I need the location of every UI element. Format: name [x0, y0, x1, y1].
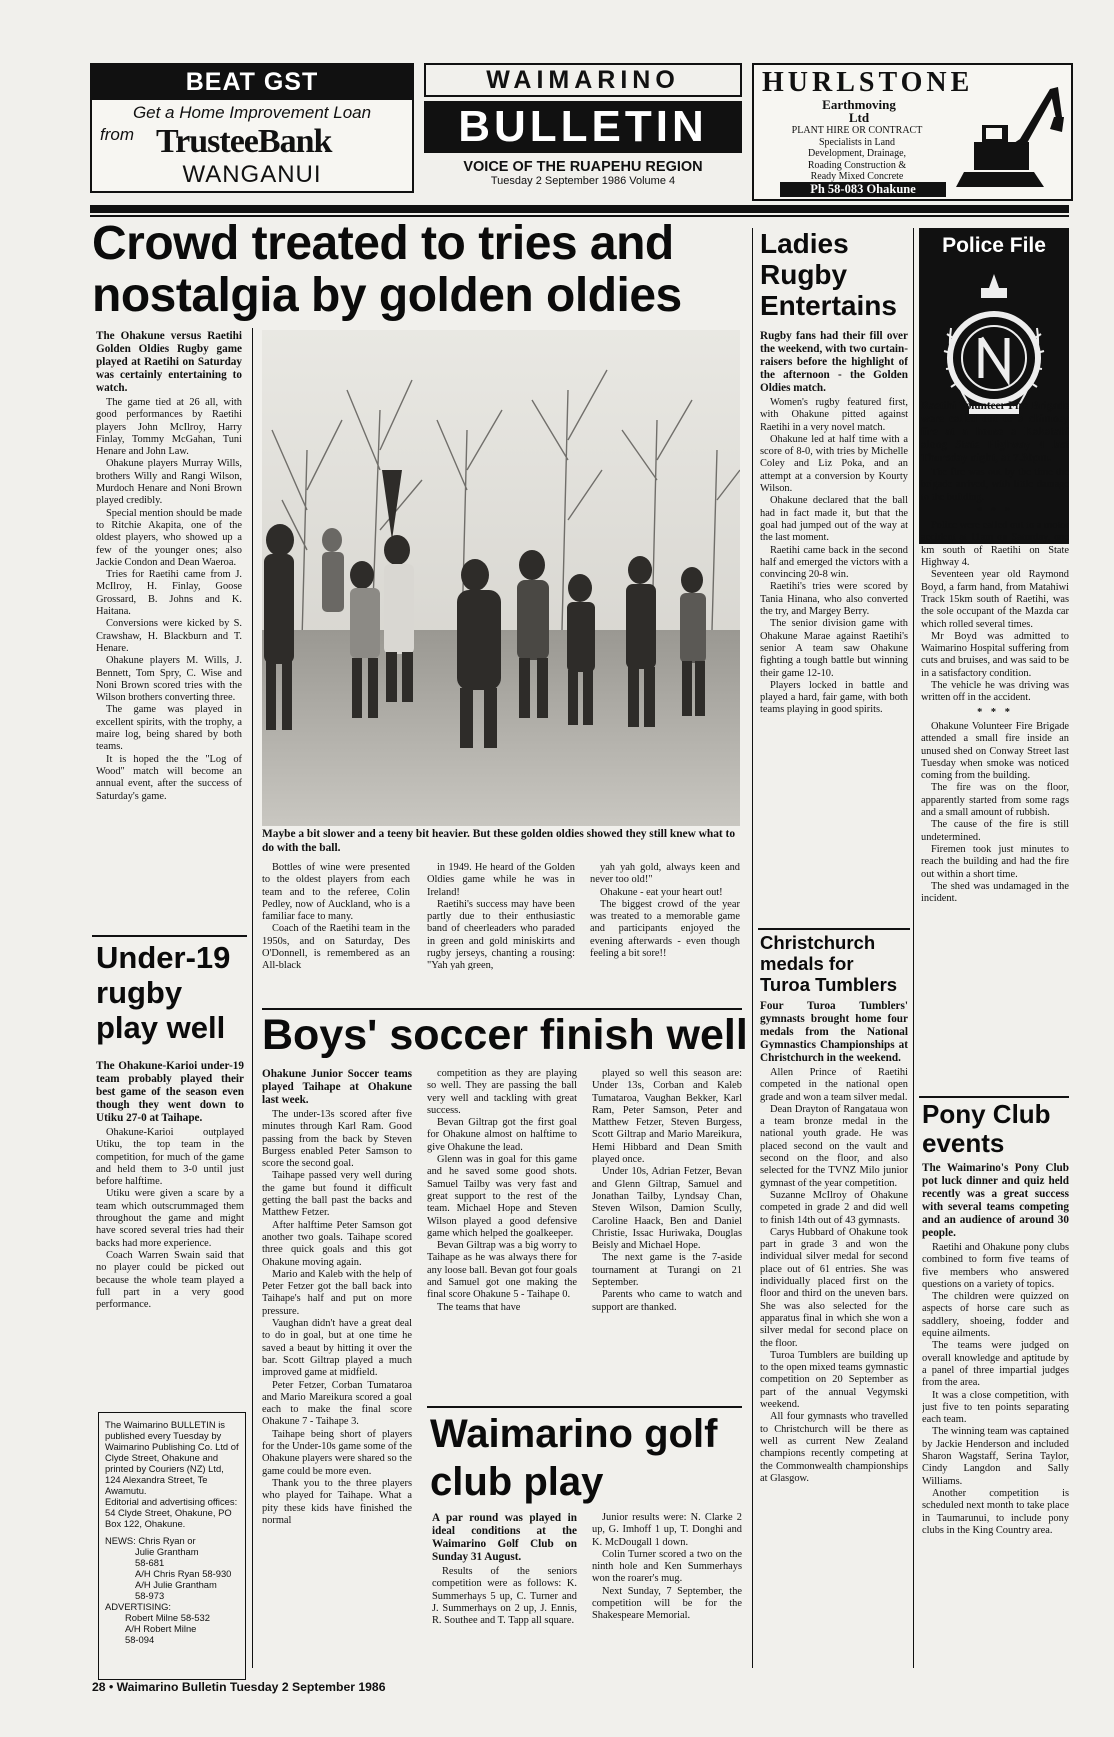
- paragraph: Next Sunday, 7 September, the competition will be for the Shakespeare Memorial.: [592, 1585, 742, 1622]
- paragraph: Carys Hubbard of Ohakune took part in grade 3 and won the individual silver medal for second place out of 61 entries. She was individually placed first on the floor and third on the uneven bars. She was also selected for the apparatus final in which she won a silver medal for second place on the floor.: [760, 1226, 908, 1349]
- under19-headline-line: rugby: [96, 975, 183, 1010]
- under19-story: [96, 1060, 244, 1402]
- paragraph: Dean Drayton of Rangataua won a team bronze medal in the national youth grade. He was placed second on the vault and second on the floor, and also selected for the TVNZ Milo junior gymnast of the year competition.: [760, 1103, 908, 1189]
- paragraph: Peter Fetzer, Corban Tumataroa and Mario Mareikura scored a goal each to make the final score Ohakune 7 - Taihape 3.: [262, 1379, 412, 1428]
- paragraph: yah yah gold, always keen and never too old!": [590, 862, 740, 886]
- paragraph: Coach Warren Swain said that no player could be picked out because the whole team played a full part in a very good performance.: [96, 1249, 244, 1311]
- paragraph: Allen Prince of Raetihi competed in the national open grade and won a team silver medal.: [760, 1067, 908, 1103]
- ad-service-line: Development, Drainage,: [807, 148, 907, 159]
- paragraph: Conversions were kicked by S. Crawshaw, H. Blackburn and T. Henare.: [96, 618, 242, 654]
- paragraph: The fire was out by the time the brigade arrived, with little damage to the building.: [921, 467, 1069, 503]
- paragraph: The fire was on the floor, apparently started from some rags and a small amount of rubbish.: [921, 782, 1069, 819]
- paragraph: Coach of the Raetihi team in the 1950s, and on Saturday, Des O'Donnell, is remembered as an All-black: [262, 923, 410, 970]
- ad-services: [762, 125, 952, 183]
- paragraph: Bottles of wine were presented to the oldest players from each team and to the referee, Colin Pedley, now of Auckland, who is a familiar face to many.: [262, 862, 410, 923]
- pony-headline-line: events: [922, 1128, 1005, 1158]
- ladies-headline-line: Entertains: [760, 290, 897, 321]
- publisher-info-box: [98, 1412, 246, 1680]
- masthead-title-top: WAIMARINO: [424, 63, 742, 97]
- pony-headline: [922, 1100, 1051, 1158]
- paragraph: Results of the seniors competition were as follows: K. Summerhays 5 up, C. Turner and J. Summerhays on 2 up, J. Ennis, R. Southee and T. Tapp all square.: [432, 1566, 577, 1627]
- soccer-headline: Boys' soccer finish well: [262, 1011, 748, 1059]
- paragraph: Thank you to the three players who played for Taihape. What a pity these kids have finished the normal: [262, 1477, 412, 1526]
- paragraph: Another competition is scheduled next month to take place in Taumarunui, to include pony clubs in the King Country area.: [922, 1487, 1069, 1536]
- police-story: [921, 400, 1069, 1090]
- masthead-date: Tuesday 2 September 1986 Volume 4: [490, 175, 676, 187]
- separator: * * *: [977, 706, 1013, 718]
- rugby-photo: [262, 330, 740, 826]
- golf-lead: A par round was played in ideal conditions at the Waimarino Golf Club on Sunday 31 August.: [432, 1512, 577, 1563]
- ad-sub-line: Earthmoving: [822, 97, 896, 112]
- ladies-story: [760, 330, 908, 926]
- paragraph: The teams were judged on overall knowledge and aptitude by a panel of three impartial judges from the area.: [922, 1340, 1069, 1389]
- christchurch-lead: Four Turoa Tumblers' gymnasts brought home four medals from the National Gymnastics Championships at Christchurch in the weekend.: [760, 1000, 908, 1064]
- info-line: Julie Grantham: [135, 1546, 199, 1557]
- paragraph: Ohakune - eat your heart out!: [600, 886, 723, 898]
- pony-headline-line: Pony Club: [922, 1099, 1051, 1129]
- paragraph: The under-13s scored after five minutes through Karl Ram. Good passing from the back by Steven Burgess enabled Peter Samson to score the second goal.: [262, 1109, 412, 1170]
- paragraph: The children were quizzed on aspects of horse care such as saddlery, shoeing, fodder and equine ailments.: [922, 1291, 1069, 1340]
- paragraph: Under 10s, Adrian Fetzer, Bevan and Glenn Giltrap, Samuel and Jonathan Tailby, Lyndsay Chan, Steven Wilson, Damion Scully, Caroline Haack, Ben and Daniel Christie, Issac Huriwaka, Douglas Beisly and Michael Hope.: [592, 1166, 742, 1252]
- paragraph: Tries for Raetihi came from J. McIlroy, H. Finlay, Goose Grossard, B. Johns and K. Haitana.: [96, 569, 242, 618]
- paragraph: Raetihi's tries were scored by Tania Hinana, who also converted the try, and Margey Berry.: [760, 581, 908, 618]
- column-rule: [913, 228, 914, 1668]
- section-rule: [92, 935, 247, 937]
- paragraph: The biggest crowd of the year was treated to a memorable game and participants enjoyed the evening afterwards - even though feeling a bit sore!!: [590, 898, 740, 960]
- golf-headline: [430, 1410, 717, 1506]
- main-story-col-4: [590, 862, 740, 970]
- info-line: 58-094: [125, 1634, 155, 1645]
- main-headline-line: Crowd treated to tries and: [92, 217, 674, 270]
- separator: * * *: [977, 505, 1013, 517]
- paragraph: Raetihi's success may have been partly due to their enthusiastic band of cheerleaders who paraded in green and gold miniskirts and rugby jerseys, chanting a rousing: "Yah yah green,: [427, 898, 575, 970]
- paragraph: The game tied at 26 all, with good performances by Raetihi players John McIlroy, Harry Finlay, Tommy McGahan, Tuni Henare and John Law.: [96, 397, 242, 458]
- paragraph: Colin Turner scored a two on the ninth hole and Ken Summerhays won the roarer's mug.: [592, 1548, 742, 1585]
- paragraph: Police were called out to a motor accident at 11am on Saturday, one km south of Raetihi on State Highway 4.: [921, 520, 1069, 569]
- masthead-tagline: VOICE OF THE RUAPEHU REGION: [463, 159, 703, 175]
- photo-caption: Maybe a bit slower and a teeny bit heavier. But these golden oldies showed they still knew what to do with the ball.: [262, 828, 736, 854]
- paragraph: Raetihi and Ohakune pony clubs combined to form five teams of five members who answered questions on a variety of topics.: [922, 1242, 1069, 1290]
- ad-sub: [794, 98, 924, 124]
- page-footer: 28 • Waimarino Bulletin Tuesday 2 September 1986: [92, 1680, 386, 1694]
- under19-headline-line: play well: [96, 1010, 226, 1045]
- golf-headline-line: Waimarino golf: [430, 1412, 718, 1456]
- paragraph: Taihape passed very well during the game but found it difficult getting the ball past the backs and Matthew Fetzer.: [262, 1170, 412, 1219]
- christchurch-headline-line: Christchurch: [760, 932, 876, 953]
- police-lead: Raetihi Volunteer Fire Brigade were called out to a chimney fire at a house a Kakatahi along State Highway 4 last Thursday night, at 7.30pm.: [921, 400, 1069, 464]
- paragraph: Mario and Kaleb with the help of Peter Fetzer got the ball back into Taihape's half and put on more pressure.: [262, 1268, 412, 1317]
- info-line: NEWS: Chris Ryan or: [105, 1535, 196, 1546]
- under19-headline-line: Under-19: [96, 940, 231, 975]
- main-headline: [92, 218, 682, 322]
- paragraph: The senior division game with Ohakune Marae against Raetihi's senior A team saw Ohakune fighting a tough battle but winning their game 12-10.: [760, 618, 908, 679]
- bank-logo-text: TrusteeBank: [156, 123, 332, 160]
- christchurch-story: [760, 1000, 908, 1668]
- paragraph: Bevan Giltrap got the first goal for Ohakune almost on halftime to give Ohakune the lead.: [427, 1117, 577, 1153]
- soccer-lead: Ohakune Junior Soccer teams played Taihape at Ohakune last week.: [262, 1068, 412, 1106]
- paragraph: All four gymnasts who travelled to Christchurch will be there as well as current New Zealand champions recently competing at the Commonwealth championships at Glasgow.: [760, 1411, 908, 1484]
- golf-col-1: [432, 1512, 577, 1668]
- under19-lead: The Ohakune-Karioi under-19 team probably played their best game of the season even though they went down to Utiku 27-0 at Taihape.: [96, 1060, 244, 1124]
- paragraph: Ohakune-Karioi outplayed Utiku, the top team in the competition, for much of the game and held them to 3-0 until just before halftime.: [96, 1127, 244, 1188]
- main-story-col-3: [427, 862, 575, 970]
- paragraph: The cause of the fire is still undetermined.: [921, 819, 1069, 843]
- paragraph: The winning team was captained by Jackie Henderson and included Sharon Wagstaff, Serina Taylor, Cindy Langdon and Sally Williams.: [922, 1426, 1069, 1487]
- column-rule: [252, 328, 253, 1668]
- paragraph: in 1949. He heard of the Golden Oldies game while he was in Ireland!: [427, 862, 575, 898]
- paragraph: Glenn was in goal for this game and he saved some good shots. Samuel Tailby was very fast and great support to the rest of the team. Michael Hope and Steven Wilson played a good defensive game which helped the goalkeeper.: [427, 1154, 577, 1239]
- main-story-lead: The Ohakune versus Raetihi Golden Oldies Rugby game played at Raetihi on Saturday was certainly entertaining to watch.: [96, 330, 242, 394]
- paragraph: The next game is the 7-aside tournament at Turangi on 21 September.: [592, 1252, 742, 1289]
- golf-col-2: [592, 1512, 742, 1668]
- info-line: A/H Robert Milne: [125, 1623, 197, 1634]
- paragraph: It was a close competition, with just five to ten points separating each team.: [922, 1389, 1069, 1426]
- info-line: The Waimarino BULLETIN is published every Tuesday by Waimarino Publishing Co. Ltd of Clyde Street, Ohakune and printed by Couriers (NZ) Ltd, 124 Alexandra Street, Te Awamutu.: [105, 1419, 239, 1496]
- ladies-headline-line: Ladies: [760, 228, 849, 259]
- masthead-divider: [90, 205, 1069, 213]
- ad-phone: Ph 58-083 Ohakune: [780, 182, 946, 197]
- paragraph: The shed was undamaged in the incident.: [921, 880, 1069, 905]
- paragraph: Ohakune players M. Wills, J. Bennett, Tom Spry, C. Wise and Noni Brown scored tries with the Wilson brothers converting three.: [96, 655, 242, 704]
- info-line: Editorial and advertising offices: 54 Clyde Street, Ohakune, PO Box 122, Ohakune.: [105, 1496, 238, 1529]
- ad-service-line: Specialists in Land: [818, 136, 896, 148]
- ad-service-line: Roading Construction &: [807, 159, 907, 171]
- trustee-bank-ad: [90, 63, 414, 193]
- masthead-title-main: BULLETIN: [424, 101, 742, 153]
- ladies-headline: [760, 228, 897, 321]
- main-story-col-1: [96, 330, 242, 840]
- ad-service-line: PLANT HIRE OR CONTRACT: [791, 125, 923, 136]
- paragraph: Taihape being short of players for the Under-10s game some of the Ohakune players were shared so the game could be more even.: [262, 1428, 412, 1477]
- paragraph: After halftime Peter Samson got another two goals. Taihape scored three quick goals and this got Ohakune moving again.: [262, 1219, 412, 1268]
- paragraph: Vaughan didn't have a great deal to do in goal, but at one time he saved a beaut by hitting it over the bar. Scott Giltrap played a much improved game at midfield.: [262, 1318, 412, 1379]
- section-rule: [427, 1406, 742, 1408]
- section-rule: [919, 1096, 1069, 1098]
- paragraph: Seventeen year old Raymond Boyd, a farm hand, from Matahiwi Track 15km south of Raetihi, was the sole occupant of the Mazda car which rolled several times.: [921, 569, 1069, 630]
- ad-line: from: [100, 125, 134, 144]
- paragraph: Special mention should be made to Ritchie Akapita, one of the oldest players, who showed up a few of the younger ones; also Jackie Condon and Dean Waeroa.: [96, 507, 242, 568]
- paragraph: Bevan Giltrap was a big worry to Taihape as he was always there for any loose ball. Bevan got four goals and Samuel got one making the final score Ohakune 5 - Taihape 0.: [427, 1240, 577, 1301]
- golf-headline-line: club play: [430, 1460, 604, 1504]
- paragraph: Parents who came to watch and support are thanked.: [592, 1289, 742, 1313]
- hurlstone-ad: [752, 63, 1073, 201]
- info-line: 58-973: [135, 1590, 165, 1601]
- ladies-lead: Rugby fans had their fill over the weekend, with two curtain-raisers before the highlight of the afternoon - the Golden Oldies match.: [760, 330, 908, 394]
- info-line: A/H Julie Grantham: [135, 1579, 217, 1590]
- paragraph: Raetihi came back in the second half and emerged the victors with a convincing 20-8 win.: [760, 544, 908, 581]
- under19-headline: [96, 940, 230, 1045]
- paragraph: The teams that have: [437, 1301, 521, 1313]
- section-rule: [758, 928, 910, 930]
- excavator-icon: [954, 77, 1066, 193]
- police-file-title: Police File: [942, 234, 1046, 257]
- paragraph: The vehicle he was driving was written off in the accident.: [921, 680, 1069, 704]
- christchurch-headline: [760, 932, 897, 995]
- ladies-headline-line: Rugby: [760, 259, 848, 290]
- paragraph: Firemen took just minutes to reach the building and had the fire out within a short time.: [921, 843, 1069, 880]
- paragraph: Ohakune declared that the ball had in fact made it, but that the goal had jumped out of the way at the last moment.: [760, 495, 908, 544]
- soccer-col-2: [427, 1068, 577, 1404]
- paragraph: Suzanne McIlroy of Ohakune competed in grade 2 and did well to finish 14th out of 43 gymnasts.: [760, 1189, 908, 1226]
- main-story-col-2: [262, 862, 410, 970]
- paragraph: played so well this season are: Under 13s, Corban and Kaleb Tumataroa, Vaughan Bekker, Karl Ram, Peter Samson, Peter and Matthew Fetzer, Steven Burgess, Scott Giltrap and Mario Mareikura, Hemi Hibbard and Dean Smith played once.: [592, 1068, 742, 1166]
- paragraph: It is hoped the the "Log of Wood" match will become an annual event, after the success of Saturday's game.: [96, 753, 242, 802]
- paragraph: Junior results were: N. Clarke 2 up, G. Imhoff 1 up, T. Donghi and K. McDougall 1 down.: [592, 1512, 742, 1548]
- paragraph: Ohakune Volunteer Fire Brigade attended a small fire inside an unused shed on Conway Street last Tuesday when smoke was noticed coming from the building.: [921, 720, 1069, 782]
- paragraph: competition as they are playing so well. They are passing the ball very well and tackling with great success.: [427, 1068, 577, 1116]
- ad-banner: BEAT GST: [92, 65, 412, 100]
- masthead: [424, 63, 742, 197]
- paragraph: Women's rugby featured first, with Ohakune pitted against Raetihi in a very novel match.: [760, 397, 908, 433]
- pony-lead: The Waimarino's Pony Club pot luck dinner and quiz held recently was a great success with several teams competing and an audience of around 30 people.: [922, 1162, 1069, 1239]
- info-line: A/H Chris Ryan 58-930: [135, 1568, 232, 1579]
- info-line: 58-681: [135, 1557, 165, 1568]
- ad-line: Get a Home Improvement Loan: [132, 103, 372, 122]
- christchurch-headline-line: medals for: [760, 953, 854, 974]
- info-line: ADVERTISING:: [105, 1601, 171, 1612]
- paragraph: The game was played in excellent spirits, with the trophy, a maire log, being shared by both teams.: [96, 704, 242, 753]
- paragraph: Ohakune players Murray Wills, brothers Willy and Rangi Wilson, Murdoch Henare and Noni Brown played credibly.: [96, 458, 242, 507]
- paragraph: Ohakune led at half time with a score of 8-0, with tries by Michelle Coley and Liz Poka, and an attempt at a conversion by Kourty Wilson.: [760, 433, 908, 495]
- ad-sub-line: Ltd: [848, 110, 870, 125]
- main-headline-line: nostalgia by golden oldies: [92, 269, 682, 322]
- soccer-col-3: [592, 1068, 742, 1404]
- pony-story: [922, 1162, 1069, 1668]
- christchurch-headline-line: Turoa Tumblers: [760, 974, 898, 995]
- ad-brand: HURLSTONE: [762, 67, 974, 98]
- paragraph: Players locked in battle and played a hard, fair game, with both teams playing in good spirits.: [760, 679, 908, 716]
- paragraph: Turoa Tumblers are building up to the open mixed teams gymnastic competition on 20 September as part of the annual Vegymski weekend.: [760, 1349, 908, 1411]
- ad-city: WANGANUI: [182, 161, 322, 188]
- info-line: Robert Milne 58-532: [125, 1612, 210, 1623]
- paragraph: Utiku were given a scare by a team which outscrummaged them throughout the game and might have scored several tries had their backs had more experience.: [96, 1188, 244, 1249]
- paragraph: Mr Boyd was admitted to Waimarino Hospital suffering from cuts and bruises, and was said to be in a satisfactory condition.: [921, 630, 1069, 679]
- soccer-col-1: [262, 1068, 412, 1668]
- column-rule: [752, 228, 753, 1668]
- ad-service-line: Ready Mixed Concrete: [810, 171, 904, 182]
